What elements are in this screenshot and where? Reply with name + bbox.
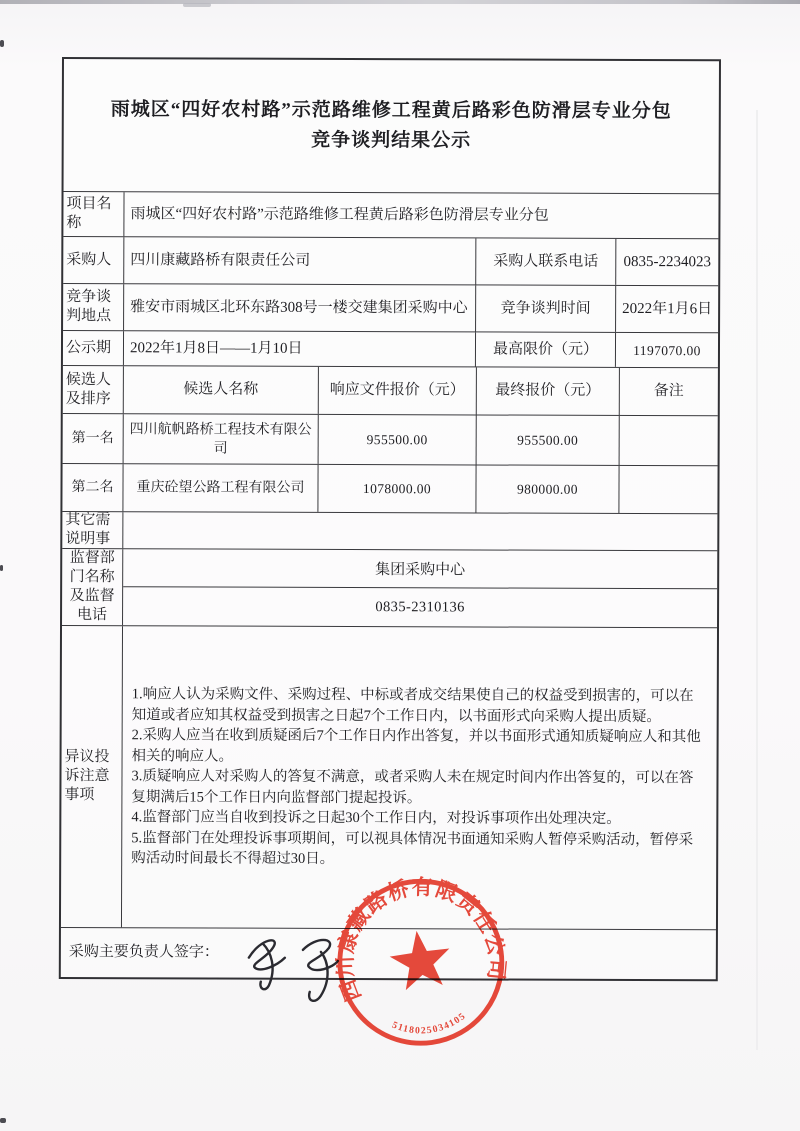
objection-item-4: 4.监督部门应当自收到投诉之日起30个工作日内，对投诉事项作出处理决定。 [131,809,621,828]
max-price-value: 1197070.00 [615,333,718,367]
title-line-2: 竞争谈判结果公示 [311,129,472,152]
candidate-final: 955500.00 [476,415,619,464]
candidates-header-row [63,365,718,415]
signature-label: 采购主要负责人签字： [68,944,219,961]
candidates-final-header: 最终报价（元） [476,367,619,414]
negotiation-time-value: 2022年1月6日 [615,286,718,332]
supervision-values [122,549,717,627]
other-notes-value [122,512,717,550]
supervision-row [62,548,717,627]
negotiation-place-value: 雅安市雨城区北环东路308号一楼交建集团采购中心 [123,284,475,331]
supervision-department: 集团采购中心 [123,549,717,589]
candidates-remark-header: 备注 [619,368,718,415]
purchaser-phone-label: 采购人联系电话 [475,238,615,284]
objection-label: 异议投诉注意事项 [64,749,110,804]
scan-speck [0,565,3,571]
table-row [63,236,718,285]
document-title [64,59,719,193]
title-line-1: 雨城区“四好农村路”示范路维修工程黄后路彩色防滑层专业分包 [110,99,672,123]
candidate-row [63,413,718,465]
project-name-value: 雨城区“四好农村路”示范路维修工程黄后路彩色防滑层专业分包 [123,192,718,238]
purchaser-label: 采购人 [66,251,112,268]
candidates-rank-header: 候选人及排序 [65,371,111,407]
project-name-label: 项目名称 [66,196,112,232]
table-row [62,511,717,550]
stamp-number-text: 5118025034105 [390,1010,469,1037]
scan-speck [0,1118,6,1123]
objection-item-3: 3.质疑响应人对采购人的答复不满意，或者采购人未在规定时间内作出答复的，可以在答复期满后15个工作日内向监督部门提起投诉。 [131,768,694,807]
purchaser-value: 四川康藏路桥有限责任公司 [123,237,475,284]
candidate-bid: 955500.00 [318,415,476,465]
stamp-star-icon [387,927,454,992]
candidate-rank: 第二名 [71,480,114,496]
table-row [63,283,718,332]
candidate-rank: 第一名 [71,431,114,447]
candidates-name-header: 候选人名称 [123,366,318,414]
candidates-bid-header: 响应文件报价（元） [318,367,476,415]
company-stamp [322,863,520,1061]
max-price-label: 最高限价（元） [475,332,615,366]
candidate-name: 重庆砼望公路工程有限公司 [122,464,317,512]
candidate-remark [619,416,718,465]
candidate-remark [618,466,717,513]
supervision-label: 监督部门名称及监督电话 [69,550,115,624]
stamp-company-text: 四川康藏路桥有限责任公司 [332,874,510,1005]
candidate-final: 980000.00 [475,465,618,512]
candidate-bid: 1078000.00 [317,465,475,513]
publicity-period-label: 公示期 [65,339,112,356]
candidate-name: 四川航帆路桥工程技术有限公司 [123,414,318,464]
publicity-period-value: 2022年1月8日——1月10日 [123,331,475,366]
scan-fold-line [756,110,758,1050]
scan-edge-notch [183,3,211,7]
candidate-row [62,463,717,513]
announcement-table [59,57,721,1037]
objection-item-1: 1.响应人认为采购文件、采购过程、中标或者成交结果使自己的权益受到损害的，可以在知道或者应知其权益受到损害之日起7个工作日内，以书面形式向采购人提出质疑。 [131,686,694,725]
other-notes-label: 其它需说明事 [65,512,111,548]
purchaser-phone-value: 0835-2234023 [615,239,718,285]
supervision-phone: 0835-2310136 [375,598,465,615]
table-row [63,330,718,367]
objection-item-5: 5.监督部门在处理投诉事项期间，可以视具体情况书面通知采购人暂停采购活动，暂停采购活动时间最长不得超过30日。 [131,829,694,868]
negotiation-place-label: 竞争谈判地点 [66,289,112,325]
scan-speck [0,40,4,47]
objection-item-2: 2.采购人应当在收到质疑函后7个工作日内作出答复，并以书面形式通知质疑响应人和其他相关的响应人。 [131,727,701,765]
table-row [63,191,718,238]
negotiation-time-label: 竞争谈判时间 [475,285,615,331]
scan-edge-streak [0,0,800,4]
